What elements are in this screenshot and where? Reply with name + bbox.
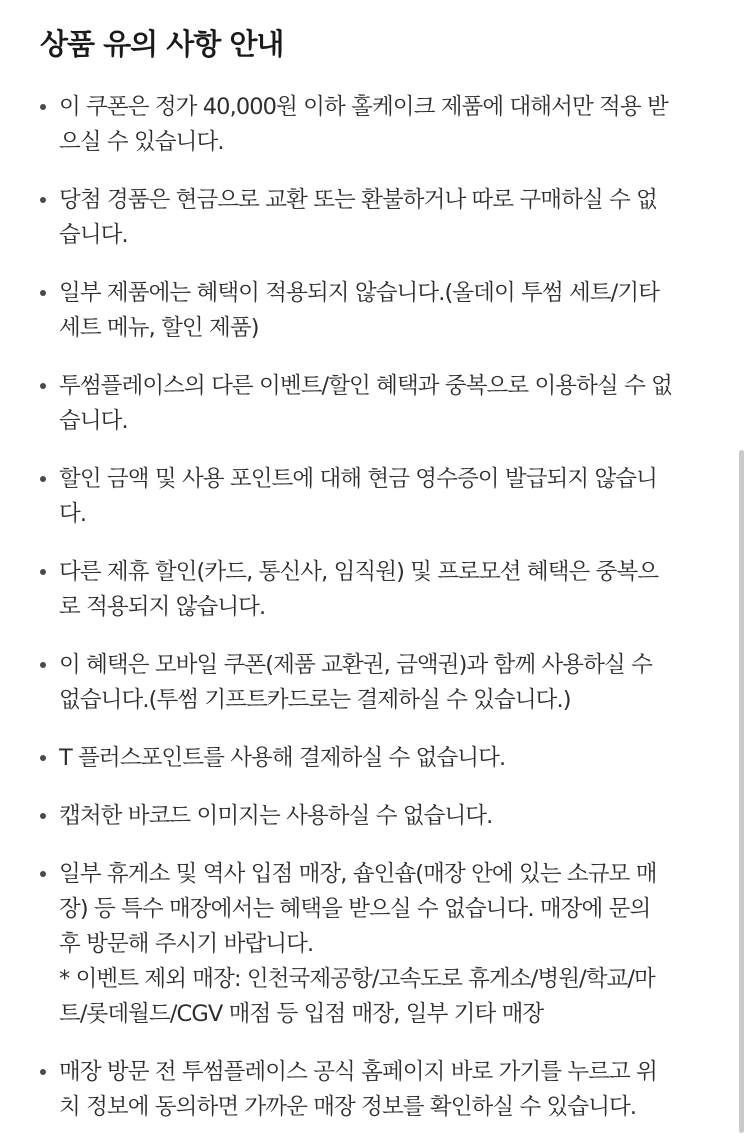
list-item	[40, 799, 720, 834]
list-item	[40, 741, 720, 776]
bullet-icon	[40, 476, 46, 482]
notice-text: 당첨 경품은 현금으로 교환 또는 환불하거나 따로 구매하실 수 없	[59, 187, 657, 213]
notice-text: 세트 메뉴, 할인 제품)	[59, 315, 259, 341]
notice-text: 이 쿠폰은 정가 40,000원 이하 홀케이크 제품에 대해서만 적용 받	[59, 94, 668, 120]
bullet-icon	[40, 383, 46, 389]
list-item	[40, 369, 720, 439]
notice-text: 다.	[59, 501, 87, 527]
bullet-icon	[40, 104, 46, 110]
bullet-icon	[40, 1069, 46, 1075]
notice-text: 다른 제휴 할인(카드, 통신사, 임직원) 및 프로모션 혜택은 중복으	[59, 559, 659, 585]
page-title: 상품 유의 사항 안내	[40, 27, 284, 61]
notice-text: 치 정보에 동의하면 가까운 매장 정보를 확인하실 수 있습니다.	[59, 1094, 637, 1120]
list-item	[40, 555, 720, 625]
notice-list	[40, 90, 720, 1148]
notice-text: T 플러스포인트를 사용해 결제하실 수 없습니다.	[59, 745, 506, 771]
bullet-icon	[40, 662, 46, 668]
notice-text: 장) 등 특수 매장에서는 혜택을 받으실 수 없습니다. 매장에 문의	[59, 896, 651, 922]
notice-text: 습니다.	[59, 408, 128, 434]
notice-text: 일부 제품에는 혜택이 적용되지 않습니다.(올데이 투썸 세트/기타	[59, 280, 660, 306]
notice-text: 습니다.	[59, 222, 128, 248]
notice-text: 이 혜택은 모바일 쿠폰(제품 교환권, 금액권)과 함께 사용하실 수	[59, 652, 652, 678]
bullet-icon	[40, 290, 46, 296]
list-item	[40, 857, 720, 1032]
notice-text: 캡처한 바코드 이미지는 사용하실 수 없습니다.	[59, 803, 493, 829]
list-item	[40, 90, 720, 160]
bullet-icon	[40, 197, 46, 203]
list-item	[40, 462, 720, 532]
notice-text: 후 방문해 주시기 바랍니다.	[59, 931, 314, 957]
list-item	[40, 183, 720, 253]
bullet-icon	[40, 755, 46, 761]
excluded-stores-note: 트/롯데월드/CGV 매점 등 입점 매장, 일부 기타 매장	[59, 1001, 544, 1027]
list-item	[40, 648, 720, 718]
excluded-stores-note: * 이벤트 제외 매장: 인천국제공항/고속도로 휴게소/병원/학교/마	[59, 966, 655, 992]
notice-text: 일부 휴게소 및 역사 입점 매장, 숍인숍(매장 안에 있는 소규모 매	[59, 861, 657, 887]
scrollbar-thumb[interactable]	[739, 450, 744, 1133]
notice-text: 할인 금액 및 사용 포인트에 대해 현금 영수증이 발급되지 않습니	[59, 466, 657, 492]
notice-text: 로 적용되지 않습니다.	[59, 594, 266, 620]
list-item	[40, 1055, 720, 1125]
list-item	[40, 276, 720, 346]
notice-text: 매장 방문 전 투썸플레이스 공식 홈페이지 바로 가기를 누르고 위	[59, 1059, 657, 1085]
bullet-icon	[40, 871, 46, 877]
notice-text: 투썸플레이스의 다른 이벤트/할인 혜택과 중복으로 이용하실 수 없	[59, 373, 672, 399]
bullet-icon	[40, 813, 46, 819]
notice-text: 없습니다.(투썸 기프트카드로는 결제하실 수 있습니다.)	[59, 687, 571, 713]
bullet-icon	[40, 569, 46, 575]
notice-text: 으실 수 있습니다.	[59, 129, 224, 155]
